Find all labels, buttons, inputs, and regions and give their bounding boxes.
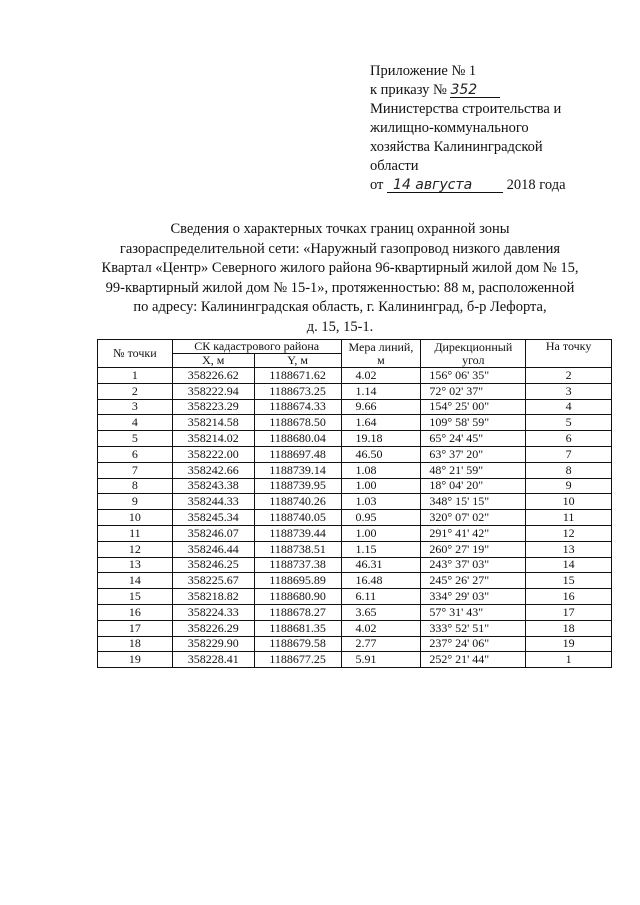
to-point: 14 <box>526 557 612 573</box>
to-point: 5 <box>526 415 612 431</box>
point-number: 1 <box>98 368 173 384</box>
date-suffix: 2018 года <box>506 177 566 193</box>
direction-angle: 245° 26' 27" <box>421 573 526 589</box>
x-coordinate: 358228.41 <box>172 652 254 668</box>
line-length: 6.11 <box>341 589 421 605</box>
x-coordinate: 358244.33 <box>172 494 254 510</box>
direction-angle: 18° 04' 20" <box>421 478 526 494</box>
line-length: 46.31 <box>341 557 421 573</box>
x-coordinate: 358242.66 <box>172 462 254 478</box>
y-coordinate: 1188740.26 <box>254 494 341 510</box>
line-length: 3.65 <box>341 604 421 620</box>
x-coordinate: 358222.94 <box>172 383 254 399</box>
line-length: 9.66 <box>341 399 421 415</box>
direction-angle: 156° 06' 35" <box>421 368 526 384</box>
point-number: 13 <box>98 557 173 573</box>
to-point: 19 <box>526 636 612 652</box>
line-length: 0.95 <box>341 510 421 526</box>
line-length: 1.14 <box>341 383 421 399</box>
y-coordinate: 1188677.25 <box>254 652 341 668</box>
point-number: 6 <box>98 446 173 462</box>
point-number: 16 <box>98 604 173 620</box>
point-number: 5 <box>98 431 173 447</box>
point-number: 4 <box>98 415 173 431</box>
x-coordinate: 358246.07 <box>172 525 254 541</box>
y-coordinate: 1188678.50 <box>254 415 341 431</box>
line-length: 4.02 <box>341 620 421 636</box>
line-length: 2.77 <box>341 636 421 652</box>
table-row <box>98 510 612 526</box>
line-length: 16.48 <box>341 573 421 589</box>
y-coordinate: 1188679.58 <box>254 636 341 652</box>
y-coordinate: 1188740.05 <box>254 510 341 526</box>
date-prefix: от <box>370 177 384 193</box>
direction-angle: 334° 29' 03" <box>421 589 526 605</box>
direction-angle: 291° 41' 42" <box>421 525 526 541</box>
table-row <box>98 462 612 478</box>
direction-angle: 252° 21' 44" <box>421 652 526 668</box>
table-row <box>98 636 612 652</box>
direction-angle: 260° 27' 19" <box>421 541 526 557</box>
x-coordinate: 358246.44 <box>172 541 254 557</box>
y-coordinate: 1188674.33 <box>254 399 341 415</box>
y-coordinate: 1188678.27 <box>254 604 341 620</box>
line-length: 1.03 <box>341 494 421 510</box>
table-row <box>98 415 612 431</box>
to-point: 6 <box>526 431 612 447</box>
y-coordinate: 1188695.89 <box>254 573 341 589</box>
point-number: 8 <box>98 478 173 494</box>
y-coordinate: 1188671.62 <box>254 368 341 384</box>
y-coordinate: 1188739.14 <box>254 462 341 478</box>
table-row <box>98 431 612 447</box>
point-number: 17 <box>98 620 173 636</box>
x-coordinate: 358225.67 <box>172 573 254 589</box>
y-coordinate: 1188739.95 <box>254 478 341 494</box>
title-line-6: д. 15, 15-1. <box>306 318 374 335</box>
y-coordinate: 1188673.25 <box>254 383 341 399</box>
line-length: 5.91 <box>341 652 421 668</box>
table-row <box>98 399 612 415</box>
direction-angle: 348° 15' 15" <box>421 494 526 510</box>
x-coordinate: 358243.38 <box>172 478 254 494</box>
appendix-title: Приложение № 1 <box>370 63 477 79</box>
to-point: 12 <box>526 525 612 541</box>
line-length: 4.02 <box>341 368 421 384</box>
line-length: 1.00 <box>341 525 421 541</box>
table-row <box>98 620 612 636</box>
header-direction-angle: Дирекционный угол <box>421 340 526 368</box>
line-length: 19.18 <box>341 431 421 447</box>
y-coordinate: 1188681.35 <box>254 620 341 636</box>
to-point: 10 <box>526 494 612 510</box>
table-row <box>98 541 612 557</box>
direction-angle: 63° 37' 20" <box>421 446 526 462</box>
point-number: 10 <box>98 510 173 526</box>
y-coordinate: 1188680.90 <box>254 589 341 605</box>
to-point: 1 <box>526 652 612 668</box>
table-row <box>98 494 612 510</box>
point-number: 3 <box>98 399 173 415</box>
to-point: 18 <box>526 620 612 636</box>
table-row <box>98 368 612 384</box>
header-y: Y, м <box>254 354 341 368</box>
header-line-length: Мера линий, м <box>341 340 421 368</box>
direction-angle: 65° 24' 45" <box>421 431 526 447</box>
to-point: 17 <box>526 604 612 620</box>
direction-angle: 72° 02' 37" <box>421 383 526 399</box>
x-coordinate: 358224.33 <box>172 604 254 620</box>
table-row <box>98 604 612 620</box>
order-prefix: к приказу № <box>370 82 447 98</box>
to-point: 2 <box>526 368 612 384</box>
to-point: 16 <box>526 589 612 605</box>
to-point: 8 <box>526 462 612 478</box>
to-point: 3 <box>526 383 612 399</box>
to-point: 7 <box>526 446 612 462</box>
point-number: 15 <box>98 589 173 605</box>
to-point: 4 <box>526 399 612 415</box>
header-to-point: На точку <box>526 340 612 368</box>
appendix-header <box>370 62 600 195</box>
title-line-3: Квартал «Центр» Северного жилого района 96-квартирный жилой дом № 15, <box>101 260 579 276</box>
line-length: 1.64 <box>341 415 421 431</box>
direction-angle: 243° 37' 03" <box>421 557 526 573</box>
point-number: 18 <box>98 636 173 652</box>
x-coordinate: 358245.34 <box>172 510 254 526</box>
document-title <box>60 220 620 337</box>
ministry-line-2: жилищно-коммунального <box>370 120 529 136</box>
point-number: 2 <box>98 383 173 399</box>
table-row <box>98 383 612 399</box>
table-row <box>98 478 612 494</box>
direction-angle: 48° 21' 59" <box>421 462 526 478</box>
x-coordinate: 358214.58 <box>172 415 254 431</box>
point-number: 19 <box>98 652 173 668</box>
point-number: 14 <box>98 573 173 589</box>
table-row <box>98 573 612 589</box>
to-point: 11 <box>526 510 612 526</box>
table-row <box>98 446 612 462</box>
title-line-4: 99-квартирный жилой дом № 15-1», протяженностью: 88 м, расположенной <box>105 279 575 296</box>
line-length: 1.15 <box>341 541 421 557</box>
date-handwritten: 14 августа <box>387 178 503 193</box>
point-number: 7 <box>98 462 173 478</box>
y-coordinate: 1188680.04 <box>254 431 341 447</box>
y-coordinate: 1188738.51 <box>254 541 341 557</box>
order-number-handwritten: 352 <box>450 83 500 98</box>
line-length: 46.50 <box>341 446 421 462</box>
direction-angle: 154° 25' 00" <box>421 399 526 415</box>
date-line <box>370 176 600 195</box>
header-point-number: № точки <box>98 340 173 368</box>
boundary-points-table <box>97 339 612 668</box>
point-number: 9 <box>98 494 173 510</box>
point-number: 12 <box>98 541 173 557</box>
y-coordinate: 1188739.44 <box>254 525 341 541</box>
title-line-5: по адресу: Калининградская область, г. Калининград, б-р Лефорта, <box>133 299 547 315</box>
line-length: 1.00 <box>341 478 421 494</box>
table-row <box>98 652 612 668</box>
direction-angle: 237° 24' 06" <box>421 636 526 652</box>
x-coordinate: 358222.00 <box>172 446 254 462</box>
table-row <box>98 525 612 541</box>
direction-angle: 320° 07' 02" <box>421 510 526 526</box>
to-point: 15 <box>526 573 612 589</box>
x-coordinate: 358246.25 <box>172 557 254 573</box>
order-line <box>370 81 600 100</box>
x-coordinate: 358223.29 <box>172 399 254 415</box>
y-coordinate: 1188737.38 <box>254 557 341 573</box>
x-coordinate: 358226.62 <box>172 368 254 384</box>
x-coordinate: 358229.90 <box>172 636 254 652</box>
to-point: 9 <box>526 478 612 494</box>
title-line-1: Сведения о характерных точках границ охранной зоны <box>170 221 510 237</box>
table-row <box>98 589 612 605</box>
x-coordinate: 358218.82 <box>172 589 254 605</box>
header-coordinate-system: СК кадастрового района <box>172 340 341 354</box>
table-row <box>98 557 612 573</box>
direction-angle: 57° 31' 43" <box>421 604 526 620</box>
direction-angle: 109° 58' 59" <box>421 415 526 431</box>
to-point: 13 <box>526 541 612 557</box>
x-coordinate: 358226.29 <box>172 620 254 636</box>
x-coordinate: 358214.02 <box>172 431 254 447</box>
ministry-line-1: Министерства строительства и <box>370 101 562 117</box>
title-line-2: газораспределительной сети: «Наружный газопровод низкого давления <box>119 240 561 257</box>
ministry-line-4: области <box>370 158 419 174</box>
point-number: 11 <box>98 525 173 541</box>
ministry-line-3: хозяйства Калининградской <box>370 139 543 155</box>
line-length: 1.08 <box>341 462 421 478</box>
direction-angle: 333° 52' 51" <box>421 620 526 636</box>
header-x: X, м <box>172 354 254 368</box>
y-coordinate: 1188697.48 <box>254 446 341 462</box>
